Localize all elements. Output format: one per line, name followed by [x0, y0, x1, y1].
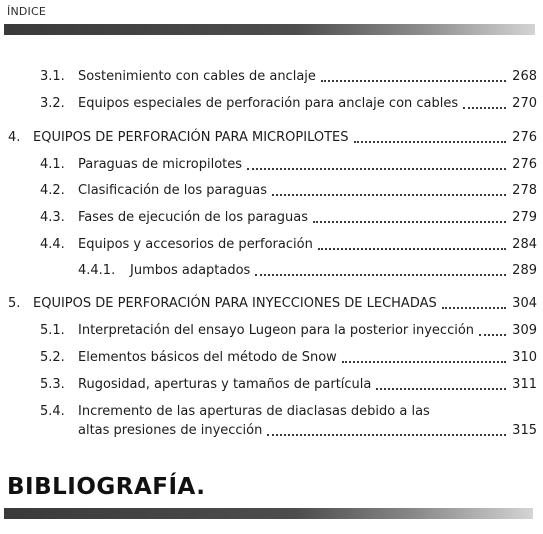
toc-entry-page: 270 — [512, 96, 537, 111]
toc-entry — [40, 183, 537, 199]
toc-entry-number: 4. — [8, 130, 21, 145]
toc-entry-number: 3.1. — [40, 69, 65, 84]
toc-leader-dots — [255, 274, 506, 276]
toc-entry-title: Jumbos adaptados — [130, 263, 251, 278]
toc-leader-dots — [442, 307, 506, 309]
toc-leader-dots — [247, 168, 506, 170]
toc-chapter-entry — [8, 130, 537, 146]
toc-entry-page: 276 — [512, 130, 537, 145]
toc-leader-dots — [463, 107, 506, 109]
toc-entry-page: 279 — [512, 210, 537, 225]
toc-entry-page: 309 — [512, 323, 537, 338]
toc-entry-number: 4.4. — [40, 237, 65, 252]
toc-subentry — [78, 263, 537, 279]
toc-entry — [40, 69, 537, 85]
header-rule — [4, 24, 535, 35]
toc-entry — [40, 96, 537, 112]
toc-entry-number: 5.1. — [40, 323, 65, 338]
toc-leader-dots — [376, 388, 506, 390]
toc-entry-number: 4.1. — [40, 157, 65, 172]
toc-entry-page: 311 — [512, 377, 537, 392]
toc-entry-page: 276 — [512, 157, 537, 172]
toc-entry — [40, 210, 537, 226]
toc-entry-number: 5.4. — [40, 404, 65, 419]
toc-entry-number: 5.3. — [40, 377, 65, 392]
toc-entry — [40, 323, 537, 339]
toc-leader-dots — [272, 194, 506, 196]
toc-entry-title: Fases de ejecución de los paraguas — [78, 210, 309, 225]
toc-entry-number: 4.3. — [40, 210, 65, 225]
toc-entry-title: Equipos y accesorios de perforación — [78, 237, 313, 252]
toc-leader-dots — [479, 334, 506, 336]
index-header-label: ÍNDICE — [7, 5, 47, 18]
toc-entry-page: 304 — [512, 296, 537, 311]
toc-leader-dots — [321, 80, 506, 82]
toc-entry-title: Equipos especiales de perforación para anclaje con cables — [78, 96, 459, 111]
bibliography-heading: BIBLIOGRAFÍA. — [7, 474, 206, 500]
toc-entry-page: 284 — [512, 237, 537, 252]
toc-entry-title: Rugosidad, aperturas y tamaños de partícula — [78, 377, 372, 392]
toc-chapter-entry — [8, 296, 537, 312]
toc-leader-dots — [318, 248, 506, 250]
toc-leader-dots — [267, 434, 506, 436]
toc-entry — [40, 157, 537, 173]
toc-leader-dots — [342, 361, 506, 363]
toc-entry-page: 289 — [512, 263, 537, 278]
bibliography-rule — [4, 508, 533, 519]
toc-entry-title-continued: altas presiones de inyección — [78, 423, 263, 438]
toc-entry-title: EQUIPOS DE PERFORACIÓN PARA INYECCIONES DE LECHADAS — [33, 296, 437, 311]
toc-leader-dots — [313, 221, 506, 223]
toc-entry-number: 4.4.1. — [78, 263, 116, 278]
toc-entry-line2 — [78, 423, 537, 439]
toc-entry — [40, 237, 537, 253]
toc-entry-title: Interpretación del ensayo Lugeon para la posterior inyección — [78, 323, 475, 338]
toc-entry-title: Elementos básicos del método de Snow — [78, 350, 337, 365]
toc-entry-page: 315 — [512, 423, 537, 438]
toc-entry-number: 5.2. — [40, 350, 65, 365]
toc-entry-title: Clasificación de los paraguas — [78, 183, 268, 198]
toc-entry — [40, 350, 537, 366]
toc-entry-number: 5. — [8, 296, 21, 311]
toc-entry-line1 — [40, 404, 537, 420]
toc-entry-title: Paraguas de micropilotes — [78, 157, 243, 172]
toc-entry-title: EQUIPOS DE PERFORACIÓN PARA MICROPILOTES — [33, 130, 349, 145]
toc-leader-dots — [354, 141, 507, 143]
toc-entry-title: Incremento de las aperturas de diaclasas debido a las — [78, 404, 430, 419]
toc-entry-page: 268 — [512, 69, 537, 84]
toc-entry-number: 4.2. — [40, 183, 65, 198]
toc-entry-page: 278 — [512, 183, 537, 198]
toc-entry — [40, 377, 537, 393]
toc-entry-title: Sostenimiento con cables de anclaje — [78, 69, 316, 84]
toc-entry-page: 310 — [512, 350, 537, 365]
toc-entry-number: 3.2. — [40, 96, 65, 111]
